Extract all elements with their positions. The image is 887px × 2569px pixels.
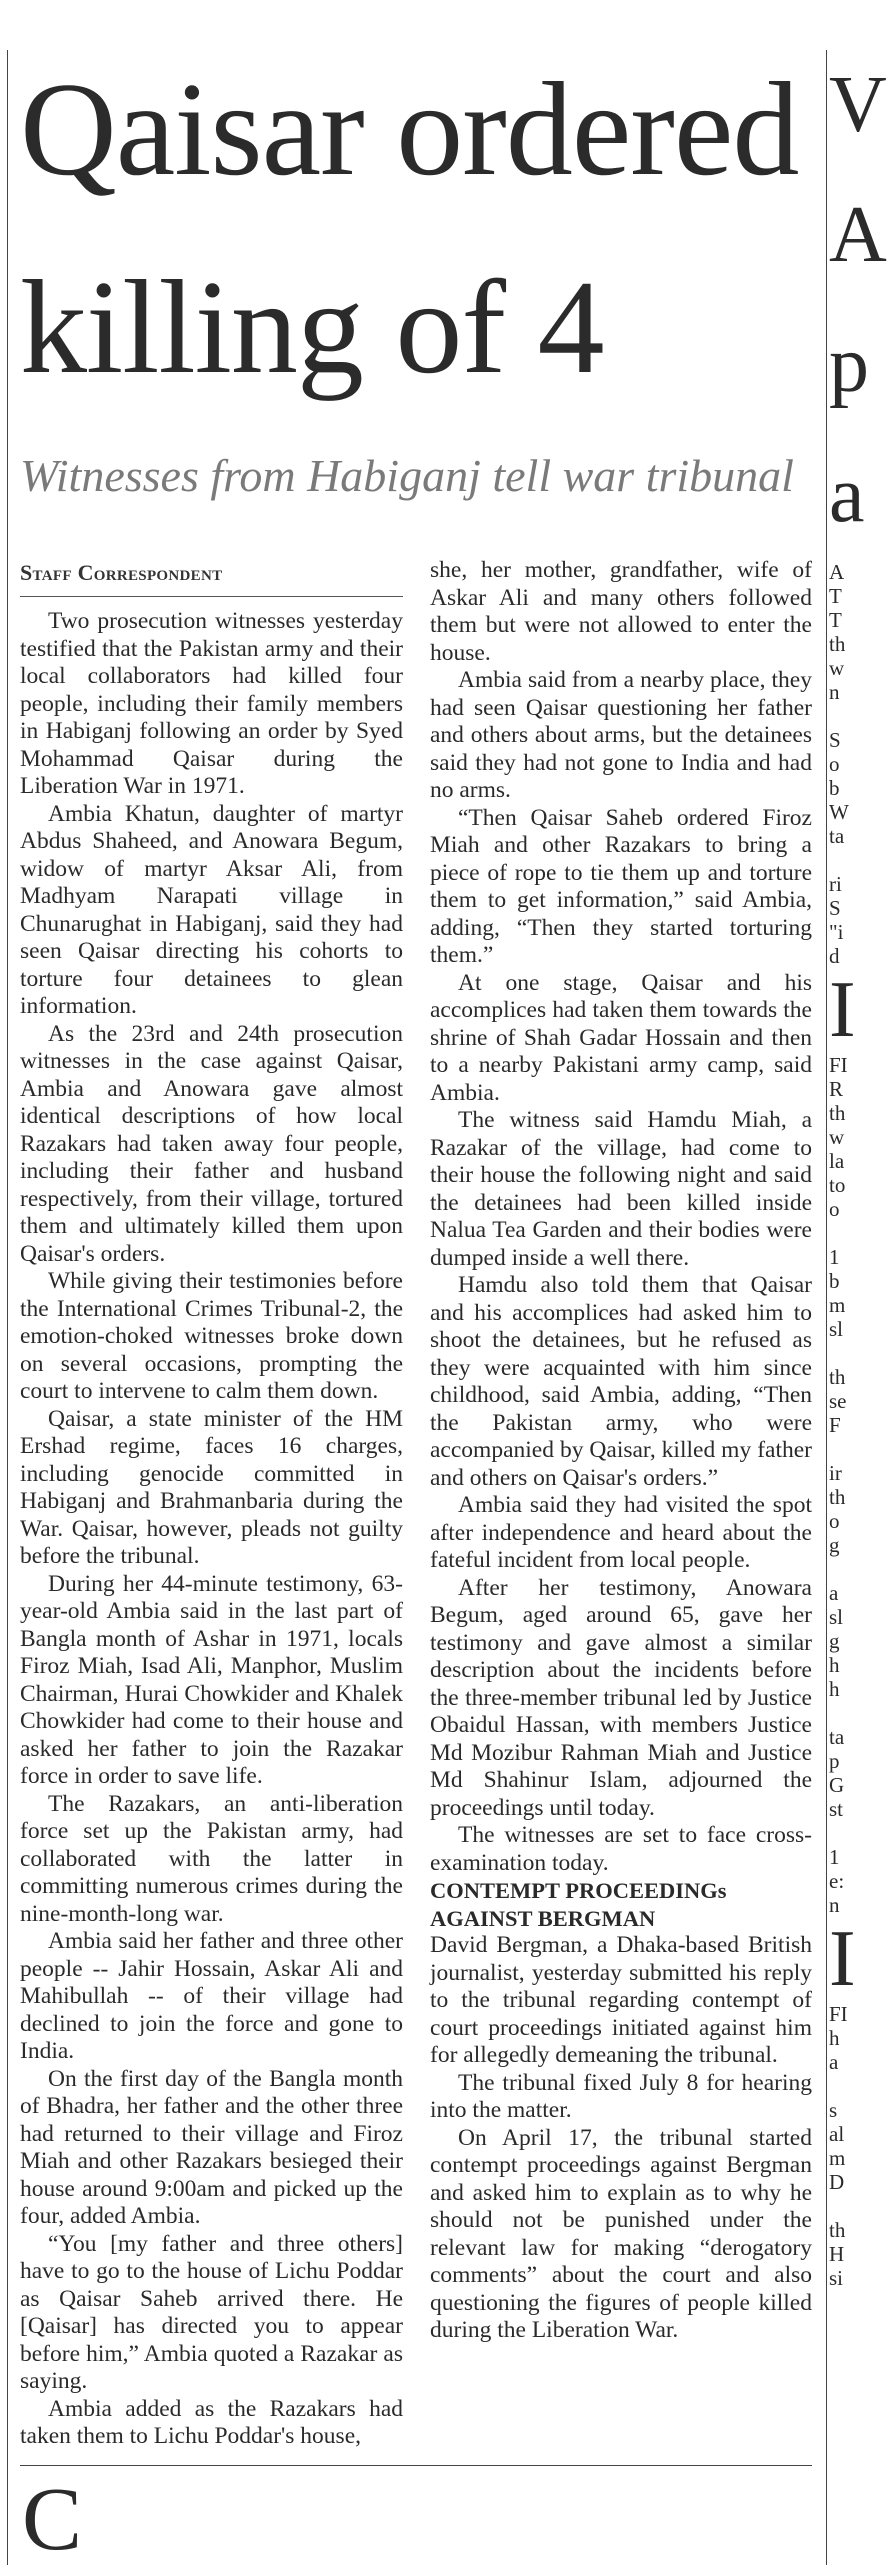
adjacent-text-fragment: ri xyxy=(829,872,842,896)
adjacent-text-fragment xyxy=(829,1221,851,1245)
adjacent-text-fragment: s xyxy=(829,2098,838,2122)
adjacent-text-fragment: g xyxy=(829,1533,840,1557)
adjacent-text-fragment xyxy=(829,1437,851,1461)
adjacent-text-fragment: sl xyxy=(829,1605,844,1629)
left-border-rule xyxy=(7,50,8,2565)
adjacent-text-fragment: T xyxy=(829,608,842,632)
paragraph-continuation: she, her mother, grandfather, wife of Askar Ali and many others followed them but were not allowed to enter the house. xyxy=(430,557,812,666)
adjacent-text-fragment: W xyxy=(829,800,849,824)
adjacent-text-fragment: w xyxy=(829,1125,845,1149)
adjacent-text-fragment: o xyxy=(829,1197,840,1221)
adjacent-text-fragment: to xyxy=(829,1173,846,1197)
adjacent-headline-letter: p xyxy=(829,321,869,409)
adjacent-text-fragment: 1 xyxy=(829,1245,840,1269)
adjacent-text-fragment: S xyxy=(829,896,841,920)
paragraph: The witnesses are set to face cross-examination today. xyxy=(430,1822,812,1876)
byline: Staff Correspondent xyxy=(20,560,223,585)
adjacent-text-fragment: FI xyxy=(829,2002,848,2026)
article-column-2 xyxy=(430,557,812,2345)
section-heading xyxy=(430,1877,812,1932)
adjacent-text-fragment: D xyxy=(829,2170,845,2194)
adjacent-text-fragment: th xyxy=(829,1365,846,1389)
paragraph: As the 23rd and 24th prosecution witnesses in the case against Qaisar, Ambia and Anowara gave almost identical descriptions of how local Razakars had taken away four people, including their father and husband respectively, from their village, tortured them and ultimately killed them upon Qaisar's orders. xyxy=(20,1020,403,1267)
adjacent-text-fragment: n xyxy=(829,680,840,704)
adjacent-text-fragment: e: xyxy=(829,1869,845,1893)
adjacent-text-fragment xyxy=(829,2194,851,2218)
adjacent-text-fragment: st xyxy=(829,1797,844,1821)
adjacent-headline-letter: a xyxy=(829,451,865,539)
adjacent-text-fragment: se xyxy=(829,1389,847,1413)
section-lead-paragraph: David Bergman, a Dhaka-based British journalist, yesterday submitted his reply to the tribunal regarding contempt of court proceedings initiated against him for allegedly demeaning the tribunal. xyxy=(430,1932,812,2068)
paragraph: The Razakars, an anti-liberation force set up the Pakistan army, had collaborated with the latter in committing numerous crimes during the nine-month-long war. xyxy=(20,1790,403,1927)
adjacent-text-fragment: si xyxy=(829,2266,844,2290)
adjacent-text-fragment: m xyxy=(829,1293,846,1317)
adjacent-text-fragment: b xyxy=(829,1269,840,1293)
next-article-headline-fragment: C xyxy=(22,2470,83,2569)
adjacent-text-fragment: F xyxy=(829,1413,841,1437)
adjacent-text-fragment xyxy=(829,1341,851,1365)
adjacent-text-fragment: b xyxy=(829,776,840,800)
paragraph: “You [my father and three others] have to go to the house of Lichu Poddar as Qaisar Saheb arrived there. He [Qaisar] has directed you to appear before him,” Ambia quoted a Razakar as saying. xyxy=(20,2230,403,2394)
paragraph: The witness said Hamdu Miah, a Razakar of the village, had come to their house the following night and said the detainees had been killed inside Nalua Tea Garden and their bodies were dumped inside a well there. xyxy=(430,1107,812,1271)
adjacent-text-fragment: "i xyxy=(829,920,844,944)
adjacent-text-fragment: 1 xyxy=(829,1845,840,1869)
adjacent-text-fragment: o xyxy=(829,1509,840,1533)
section-heading-line-1: CONTEMPT PROCEEDINGs xyxy=(430,1878,727,1903)
adjacent-heading-letter: I xyxy=(829,1915,856,2003)
paragraph: On April 17, the tribunal started contempt proceedings against Bergman and asked him to explain as to why he should not be punished under the relevant law for making “derogatory comments” about the court and also questioning the figures of people killed during the Liberation War. xyxy=(430,2124,812,2343)
paragraph: While giving their testimonies before the International Crimes Tribunal-2, the emotion-choked witnesses broke down on several occasions, prompting the court to intervene to calm them down. xyxy=(20,1268,403,1404)
paragraph: Ambia said her father and three other people -- Jahir Hossain, Askar Ali and Mahibullah -- of their village had declined to join the force and gone to India. xyxy=(20,1928,403,2064)
adjacent-text-fragment: ta xyxy=(829,824,845,848)
paragraph: Qaisar, a state minister of the HM Ershad regime, faces 16 charges, including genocide committed in Habiganj and Brahmanbaria during the War. Qaisar, however, pleads not guilty before the tribunal. xyxy=(20,1405,403,1569)
adjacent-headline-letter: A xyxy=(829,191,887,279)
article-subheadline: Witnesses from Habiganj tell war tribunal xyxy=(20,450,794,501)
adjacent-text-fragment xyxy=(829,2074,851,2098)
adjacent-text-fragment: n xyxy=(829,1893,840,1917)
adjacent-text-fragment: R xyxy=(829,1077,844,1101)
adjacent-heading-letter: I xyxy=(829,966,856,1054)
paragraph: Hamdu also told them that Qaisar and his accomplices had asked him to shoot the detainees, but he refused as they were acquainted with him since childhood, said Ambia, adding, “Then the Pakistan army, who were accompanied by Qaisar, killed my father and others on Qaisar's orders.” xyxy=(430,1272,812,1491)
paragraph: Ambia said from a nearby place, they had seen Qaisar questioning her father and others about arms, but the detainees said they had not gone to India and had no arms. xyxy=(430,667,812,803)
adjacent-text-fragment xyxy=(829,1701,851,1725)
adjacent-text-fragment: h xyxy=(829,1677,840,1701)
article-headline: Qaisar ordered killing of 4 xyxy=(20,55,799,401)
adjacent-text-fragment: w xyxy=(829,656,845,680)
adjacent-text-fragment: sl xyxy=(829,1317,844,1341)
adjacent-text-fragment: th xyxy=(829,1485,846,1509)
adjacent-byline-fragment: A xyxy=(829,560,845,584)
adjacent-text-fragment xyxy=(829,848,851,872)
paragraph: Ambia added as the Razakars had taken them to Lichu Poddar's house, xyxy=(20,2395,403,2449)
adjacent-text-fragment: T xyxy=(829,584,842,608)
section-heading-line-2: AGAINST BERGMAN xyxy=(430,1905,656,1931)
adjacent-text-fragment: a xyxy=(829,2050,839,2074)
paragraph: On the first day of the Bangla month of Bhadra, her father and the other three had returned to their village and Firoz Miah and other Razakars besieged their house around 9:00am and picked up the four, added Ambia. xyxy=(20,2065,403,2229)
paragraph: “Then Qaisar Saheb ordered Firoz Miah and other Razakars to bring a piece of rope to tie them up and torture them to get information,” said Ambia, adding, “Then they started torturing them.” xyxy=(430,804,812,968)
adjacent-text-fragment: al xyxy=(829,2122,845,2146)
adjacent-text-fragment: G xyxy=(829,1773,845,1797)
paragraph: During her 44-minute testimony, 63-year-old Ambia said in the last part of Bangla month of Ashar in 1971, locals Firoz Miah, Isad Ali, Manphor, Muslim Chairman, Hurai Chowkider and Khalek Chowkider had come to their house and asked her father to join the Razakar force in order to save life. xyxy=(20,1570,403,1789)
paragraph: Two prosecution witnesses yesterday testified that the Pakistan army and their local collaborators had killed four people, including their family members in Habiganj following an order by Syed Mohammad Qaisar during the Liberation War in 1971. xyxy=(20,608,403,799)
adjacent-text-fragment xyxy=(829,704,851,728)
article-column-1 xyxy=(20,608,403,2451)
adjacent-text-fragment: d xyxy=(829,944,840,968)
paragraph: The tribunal fixed July 8 for hearing into the matter. xyxy=(430,2069,812,2123)
bottom-rule xyxy=(20,2465,812,2466)
adjacent-article-strip xyxy=(829,40,887,2290)
adjacent-text-fragment: h xyxy=(829,2026,840,2050)
paragraph: Ambia Khatun, daughter of martyr Abdus Shaheed, and Anowara Begum, widow of martyr Aksar Ali, from Madhyam Narapati village in Chunarughat in Habiganj, said they had seen Qaisar directing his cohorts to torture four detainees to glean information. xyxy=(20,800,403,1019)
paragraph: Ambia said they had visited the spot after independence and heard about the fateful incident from local people. xyxy=(430,1492,812,1573)
adjacent-text-fragment: th xyxy=(829,2218,846,2242)
adjacent-text-fragment: m xyxy=(829,2146,846,2170)
byline-rule xyxy=(20,596,403,597)
adjacent-text-fragment: h xyxy=(829,1653,840,1677)
paragraph: After her testimony, Anowara Begum, aged around 65, gave her testimony and gave almost a similar description about the incidents before the three-member tribunal led by Justice Obaidul Hassan, with members Justice Md Mozibur Rahman Miah and Justice Md Shahinur Islam, adjourned the proceedings until today. xyxy=(430,1574,812,1821)
adjacent-text-fragment: th xyxy=(829,632,846,656)
adjacent-text-fragment: la xyxy=(829,1149,845,1173)
adjacent-text-fragment: FI xyxy=(829,1053,848,1077)
adjacent-text-fragment: p xyxy=(829,1749,840,1773)
adjacent-text-fragment: th xyxy=(829,1101,846,1125)
adjacent-text-fragment xyxy=(829,1821,851,1845)
paragraph: At one stage, Qaisar and his accomplices had taken them towards the shrine of Shah Gadar Hossain and then to a nearby Pakistani army camp, said Ambia. xyxy=(430,969,812,1106)
adjacent-text-fragment: g xyxy=(829,1629,840,1653)
adjacent-text-fragment: a xyxy=(829,1581,839,1605)
column-divider-rule xyxy=(826,50,827,2565)
adjacent-headline-letter: V xyxy=(829,61,887,149)
adjacent-text-fragment: ta xyxy=(829,1725,845,1749)
adjacent-text-fragment: H xyxy=(829,2242,845,2266)
adjacent-text-fragment xyxy=(829,1557,851,1581)
adjacent-text-fragment: ir xyxy=(829,1461,842,1485)
adjacent-text-fragment: o xyxy=(829,752,840,776)
adjacent-text-fragment: S xyxy=(829,728,841,752)
